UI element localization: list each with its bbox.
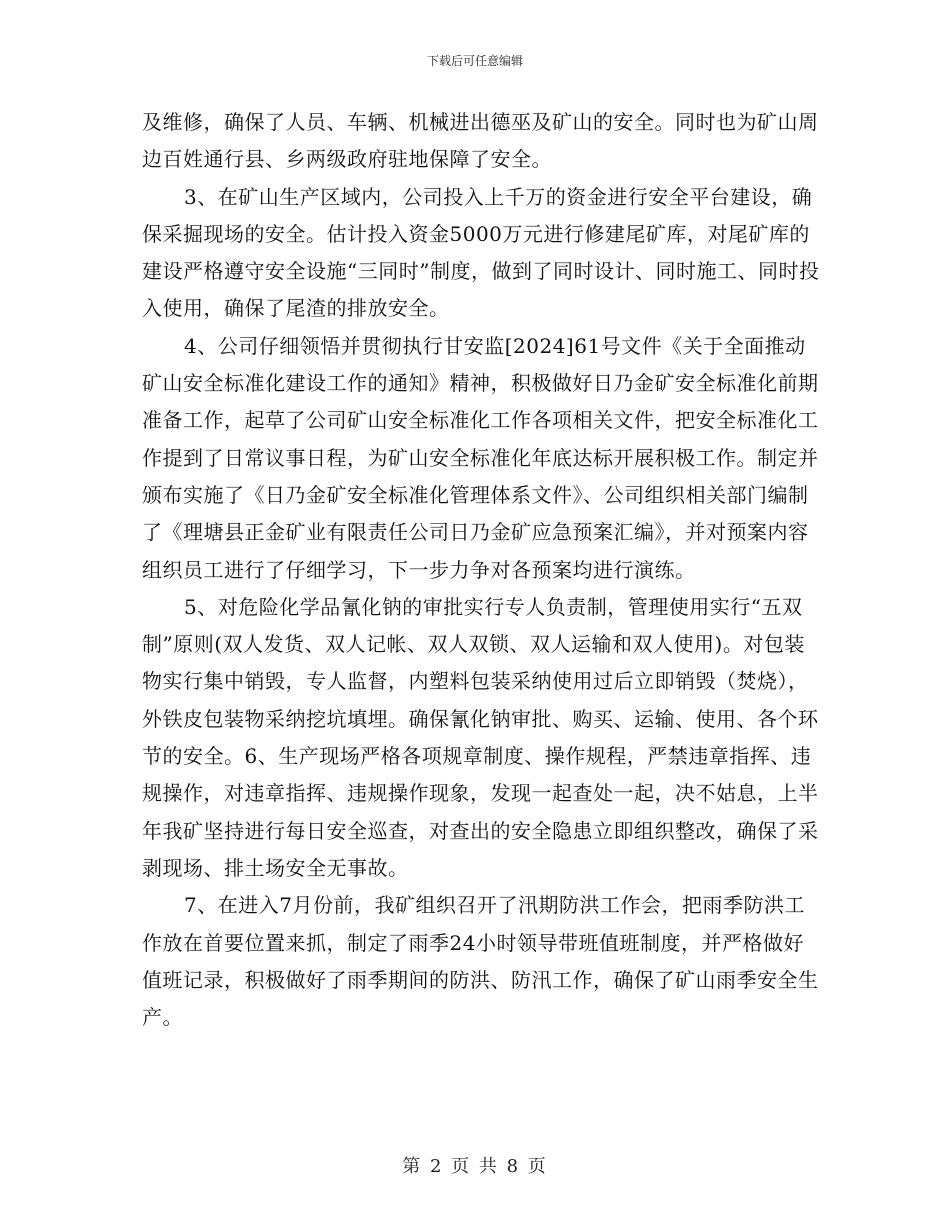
paragraph-item-5: 5、对危险化学品氰化钠的审批实行专人负责制，管理使用实行“五双制”原则(双人发货、双人记帐、双人双锁、双人运输和双人使用)。对包装物实行集中销毁，专人监督，内塑料包装采纳使用过后立即销毁（焚烧），外铁皮包装物采纳挖坑填埋。确保氰化钠审批、购买、运输、使用、各个环节的安全。6、生产现场严格各项规章制度、操作规程，严禁违章指挥、违规操作，对违章指挥、违规操作现象，发现一起查处一起，决不姑息，上半年我矿坚持进行每日安全巡查，对查出的安全隐患立即组织整改，确保了采剥现场、排土场安全无事故。 xyxy=(142,594,819,880)
paragraph-item-4: 4、公司仔细领悟并贯彻执行甘安监[2024]61号文件《关于全面推动矿山安全标准化建设工作的通知》精神，积极做好日乃金矿安全标准化前期准备工作，起草了公司矿山安全标准化工作各项相关文件，把安全标准化工作提到了日常议事日程，为矿山安全标准化年底达标开展积极工作。制定并颁布实施了《日乃金矿安全标准化管理体系文件》、公司组织相关部门编制了《理塘县正金矿业有限责任公司日乃金矿应急预案汇编》，并对预案内容组织员工进行了仔细学习，下一步力争对各预案均进行演练。 xyxy=(142,333,819,582)
page-number-footer: 第 2 页 共 8 页 xyxy=(402,1156,548,1177)
document-body xyxy=(142,104,822,1036)
paragraph-item-7: 7、在进入7月份前，我矿组织召开了汛期防洪工作会，把雨季防洪工作放在首要位置来抓，制定了雨季24小时领导带班值班制度，并严格做好值班记录，积极做好了雨季期间的防洪、防汛工作，确保了矿山雨季安全生产。 xyxy=(142,893,819,1030)
paragraph-continuation: 及维修，确保了人员、车辆、机械进出德巫及矿山的安全。同时也为矿山周边百姓通行县、乡两级政府驻地保障了安全。 xyxy=(142,110,819,172)
paragraph-item-3: 3、在矿山生产区域内，公司投入上千万的资金进行安全平台建设，确保采掘现场的安全。估计投入资金5000万元进行修建尾矿库，对尾矿库的建设严格遵守安全设施“三同时”制度，做到了同时设计、同时施工、同时投入使用，确保了尾渣的排放安全。 xyxy=(142,184,820,321)
page-header: 下载后可任意编辑 xyxy=(426,54,523,68)
